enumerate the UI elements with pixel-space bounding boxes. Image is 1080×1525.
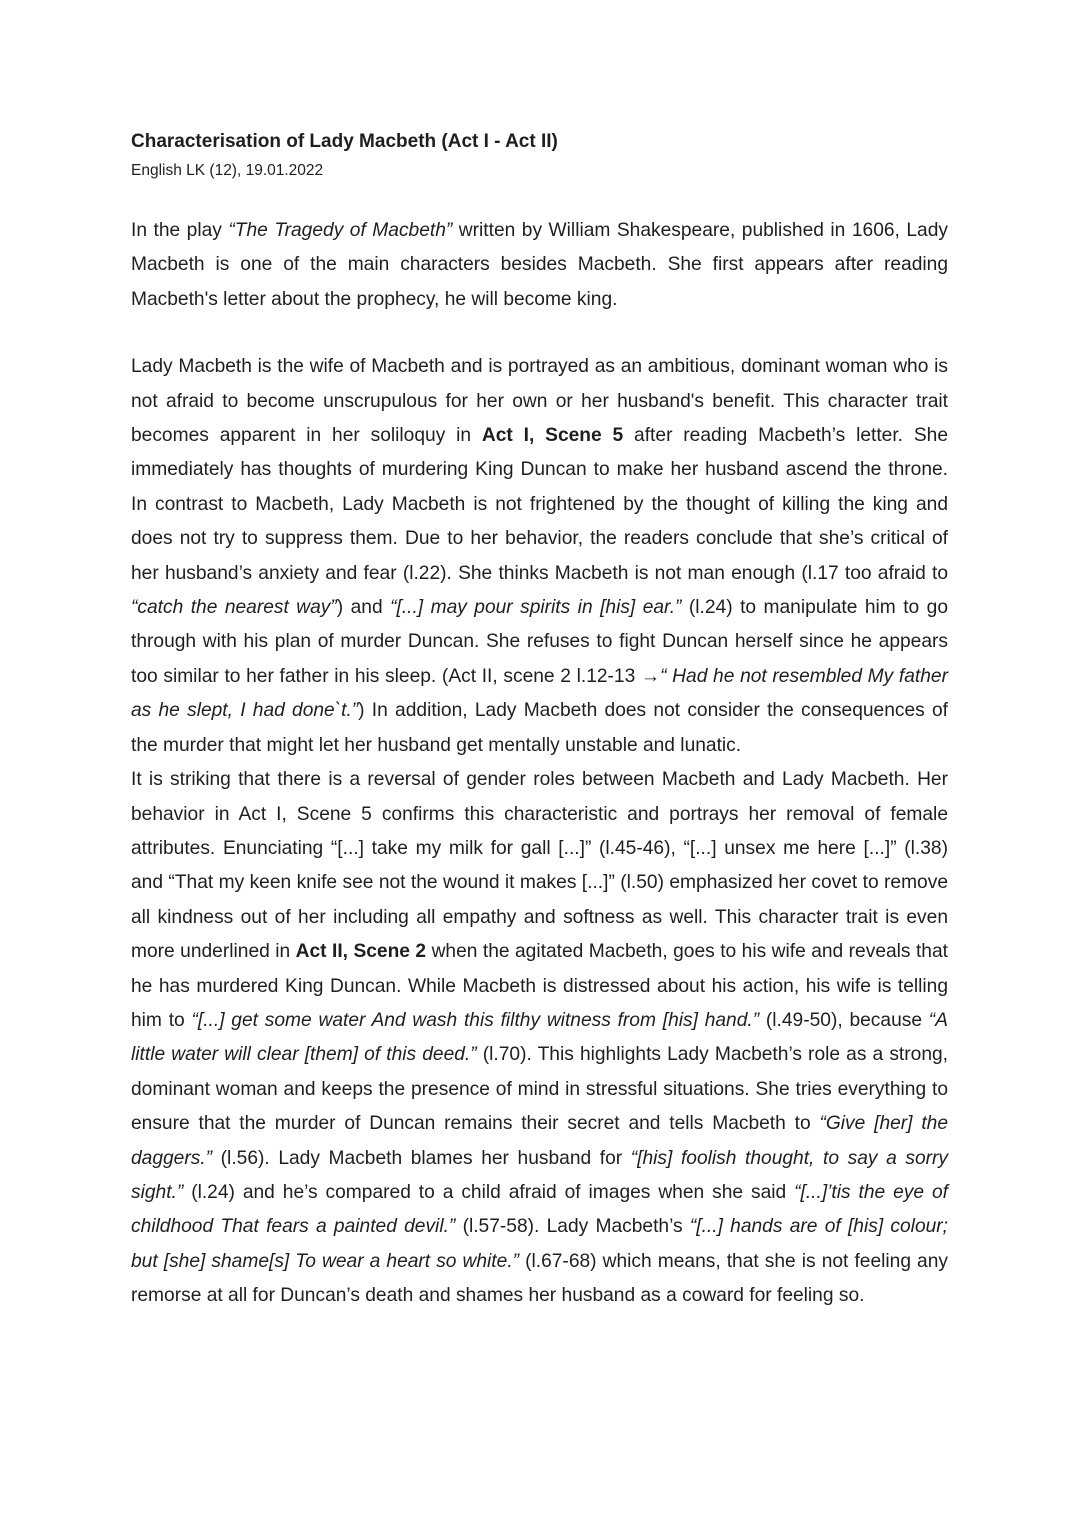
scene-reference: Act I, Scene 5 [481,425,624,447]
document-title: Characterisation of Lady Macbeth (Act I - Act II) [131,131,558,152]
text-run: Lady Macbeth is the wife of Macbeth and is portrayed as an ambitious, dominant woman who is not afraid to become unscrupulous for her own or her husband's benefit. This character trait becomes apparent in her soliloquy in [131,356,948,447]
quotation: “[...] may pour spirits in [his] ear.” [390,597,682,619]
quotation: “A little water will clear [them] of this deed.” [131,1009,948,1066]
text-run: when the agitated Macbeth, goes to his wife and reveals that he has murdered King Duncan. While Macbeth is distressed about his action, his wife is telling him to [131,941,948,1031]
quotation: “catch the nearest way” [131,597,337,619]
paragraph-gender-roles [131,763,948,1314]
text-run: (l.70). This highlights Lady Macbeth’s role as a strong, dominant woman and keeps the presence of mind in stressful situations. She tries everything to ensure that the murder of Duncan remains their secret and tells Macbeth to [131,1044,948,1135]
paragraph-introduction [131,214,948,317]
text-run: (l.24) to manipulate him to go through with his plan of murder Duncan. She refuses to fight Duncan herself since he appears too similar to her father in his sleep. (Act II, scene 2 l.12-13 → [131,597,948,687]
quotation: “[his] foolish thought, to say a sorry sight.” [131,1147,948,1203]
text-run: after reading Macbeth’s letter. She immediately has thoughts of murdering King Duncan to make her husband ascend the throne. In contrast to Macbeth, Lady Macbeth is not frightened by the thought of killing the king and does not try to suppress them. Due to her behavior, the readers conclude that she’s critical of her husband’s anxiety and fear (l.22). She thinks Macbeth is not man enough (l.17 too afraid to [131,425,948,584]
text-run: It is striking that there is a reversal of gender roles between Macbeth and Lady Macbeth. Her behavior in Act I, Scene 5 confirms this characteristic and portrays her removal of female attributes. Enunciating “[...] take my milk for gall [...]” (l.45-46), “[...] unsex me here [...]” (l.38) and “That my keen knife see not the wound it makes [...]” (l.50) emphasized her covet to remove all kindness out of her including all empathy and softness as well. This character trait is even more underlined in [131,769,948,963]
text-run: (l.57-58). Lady Macbeth’s [455,1216,690,1238]
text-run: ) and [336,597,391,619]
document-page [131,128,948,1314]
quotation: “[...] hands are of [his] colour; but [she] shame[s] To wear a heart so white.” [131,1216,949,1272]
scene-reference: Act II, Scene 2 [295,941,427,963]
quotation: “[...] get some water And wash this filthy witness from [his] hand.” [191,1009,760,1031]
text-run: In the play [131,220,229,241]
document-subtitle: English LK (12), 19.01.2022 [131,162,324,179]
text-run: (l.49-50), because [759,1009,929,1031]
quotation: “The Tragedy of Macbeth” [228,220,453,241]
quotation: “Give [her] the daggers.” [131,1113,948,1169]
quotation: “[...]’tis the eye of childhood That fears a painted devil.” [131,1181,948,1238]
text-run: ) In addition, Lady Macbeth does not consider the consequences of the murder that might let her husband get mentally unstable and lunatic. [131,700,948,756]
text-run: (l.56). Lady Macbeth blames her husband for [212,1147,631,1169]
text-run: (l.24) and he’s compared to a child afraid of images when she said [183,1181,795,1203]
text-run: written by William Shakespeare, published in 1606, Lady Macbeth is one of the main characters besides Macbeth. She first appears after reading Macbeth's letter about the prophecy, he will become king. [131,220,948,310]
quotation: “ Had he not resembled My father as he slept, I had done`t.” [131,665,948,722]
text-run: (l.67-68) which means, that she is not feeling any remorse at all for Duncan’s death and shames her husband as a coward for feeling so. [131,1250,948,1307]
paragraph-ambition [131,350,948,763]
